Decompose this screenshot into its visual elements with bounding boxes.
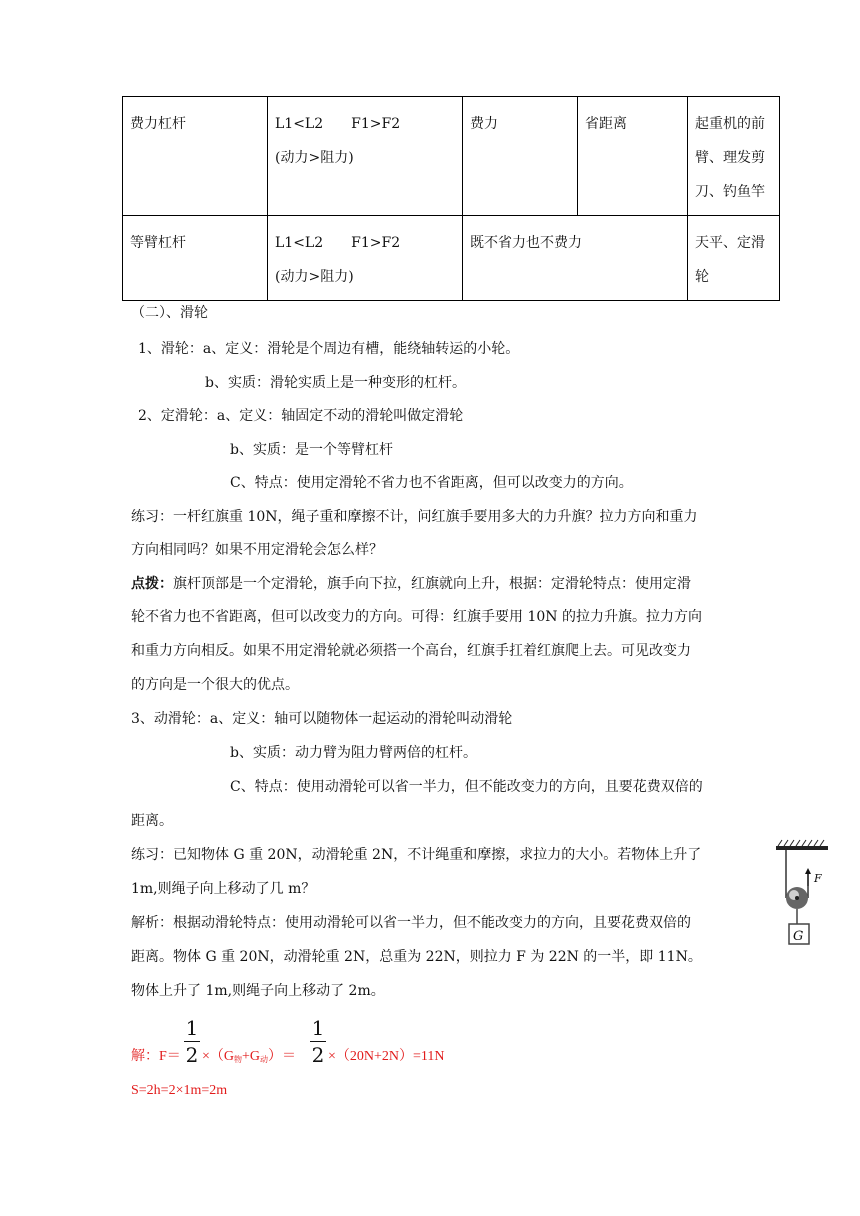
fraction-half [184,1017,200,1066]
fixed-pulley-definition: 2、定滑轮：a、定义：轴固定不动的滑轮叫做定滑轮 [138,408,464,424]
fraction-denominator: 2 [311,1043,325,1067]
solution-plus: +G [242,1049,261,1064]
fraction-half-2 [310,1017,326,1066]
pulley-axle [795,896,799,900]
analysis-line2: 距离。物体 G 重 20N，动滑轮重 2N，总重为 22N，则拉力 F 为 22N 的一半，即 11N。 [131,949,702,965]
section-title: （二）、滑轮 [131,305,208,321]
solution-prefix: 解：F＝ [131,1049,181,1064]
distance-cell: 省距离 [578,97,688,216]
relation-note: (动力>阻力) [275,150,354,166]
movable-pulley-feature-cont: 距离。 [131,813,173,829]
analysis-line3: 物体上升了 1m,则绳子向上移动了 2m。 [131,983,385,999]
fixed-pulley-feature: C、特点：使用定滑轮不省力也不省距离，但可以改变力的方向。 [230,475,633,491]
fixed-pulley-essence: b、实质：是一个等臂杠杆 [230,442,393,458]
movable-pulley-feature: C、特点：使用动滑轮可以省一半力，但不能改变力的方向，且要花费双倍的 [230,779,703,795]
table-row [123,216,780,301]
hint-line4: 的方向是一个很大的优点。 [131,677,299,693]
pulley-essence: b、实质：滑轮实质上是一种变形的杠杆。 [205,375,466,391]
solution-mid2: ）＝ [268,1049,297,1064]
relation-cell [268,216,463,301]
movable-pulley-essence: b、实质：动力臂为阻力臂两倍的杠杆。 [230,745,477,761]
pulley-definition: 1、滑轮：a、定义：滑轮是个周边有槽，能绕轴转运的小轮。 [138,341,520,357]
lever-type-cell: 费力杠杆 [123,97,268,216]
fraction-bar [310,1041,326,1042]
solution-mid1: ×（G [202,1049,235,1064]
ceiling-hatch [778,840,824,846]
solution-distance: S=2h=2×1m=2m [131,1083,228,1098]
fraction-numerator: 1 [311,1016,325,1040]
relation-cell [268,97,463,216]
exercise2-line1: 练习：已知物体 G 重 20N，动滑轮重 2N，不计绳重和摩擦，求拉力的大小。若物体上升了 [131,847,702,863]
hint-text: 旗杆顶部是一个定滑轮，旗手向下拉，红旗就向上升，根据：定滑轮特点：使用定滑 [173,576,691,592]
relation-text: L1<L2 F1>F2 [275,116,401,132]
force-label: F [814,872,822,885]
examples-cell: 天平、定滑轮 [688,216,780,301]
table-row [123,97,780,216]
fraction-bar [184,1041,200,1042]
hint-label: 点拨： [131,576,173,592]
solution-mid [202,1045,296,1065]
lever-table [122,96,780,301]
examples-cell: 起重机的前臂、理发剪刀、钓鱼竿 [688,97,780,216]
relation-text: L1<L2 F1>F2 [275,235,401,251]
hint-line2: 轮不省力也不省距离，但可以改变力的方向。可得：红旗手要用 10N 的拉力升旗。拉力方向 [131,609,702,625]
exercise1-line2: 方向相同吗？如果不用定滑轮会怎么样？ [131,542,383,558]
subscript-movable: 动 [260,1055,269,1064]
movable-pulley-figure [772,838,832,958]
analysis-line1: 解析：根据动滑轮特点：使用动滑轮可以省一半力，但不能改变力的方向，且要花费双倍的 [131,915,691,931]
exercise2-line2: 1m,则绳子向上移动了几 m？ [131,881,316,897]
fraction-numerator: 1 [185,1016,199,1040]
force-distance-cell: 既不省力也不费力 [463,216,688,301]
movable-pulley-definition: 3、动滑轮：a、定义：轴可以随物体一起运动的滑轮叫动滑轮 [131,711,513,727]
force-cell: 费力 [463,97,578,216]
fraction-denominator: 2 [185,1043,199,1067]
subscript-object: 物 [234,1055,243,1064]
force-arrow-icon [805,868,811,874]
relation-note: (动力>阻力) [275,269,354,285]
solution-tail: ×（20N+2N）=11N [328,1049,445,1064]
hint-line1 [131,573,691,593]
weight-label: G [793,929,804,944]
hint-line3: 和重力方向相反。如果不用定滑轮就必须搭一个高台，红旗手扛着红旗爬上去。可见改变力 [131,643,691,659]
ceiling-bar [776,846,828,850]
exercise1-line1: 练习：一杆红旗重 10N，绳子重和摩擦不计，问红旗手要用多大的力升旗？拉力方向和重力 [131,509,698,525]
lever-type-cell: 等臂杠杆 [123,216,268,301]
